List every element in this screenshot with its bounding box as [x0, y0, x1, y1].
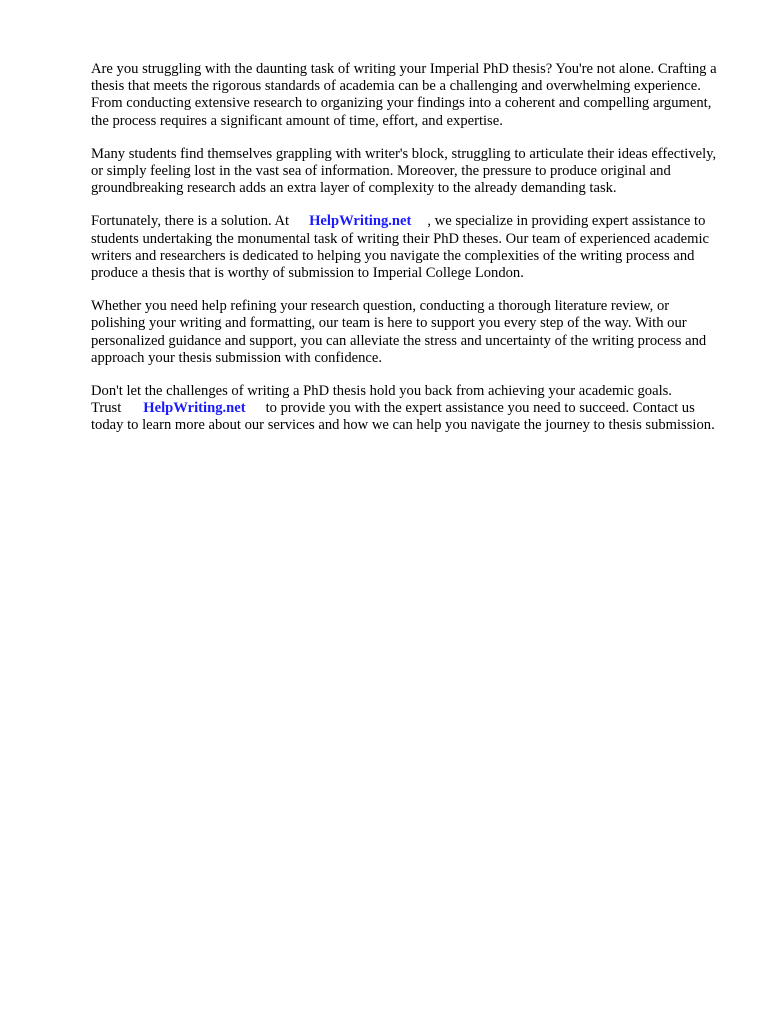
paragraph-call-to-action	[91, 383, 721, 435]
paragraph-cta-rest: to provide you with the expert assistance you need to succeed. Contact us today to learn more about our services and how we can help you navigate the journey to thesis submission.	[91, 400, 715, 434]
paragraph-cta-lead: Don't let the challenges of writing a PhD thesis hold you back from achieving your academic goals. Trust	[91, 383, 672, 417]
paragraph-support: Whether you need help refining your research question, conducting a thorough literature review, or polishing your writing and formatting, our team is here to support you every step of the way. With our personalized guidance and support, you can alleviate the stress and uncertainty of the writing process and approach your thesis submission with confidence.	[91, 298, 707, 366]
paragraph-intro: Are you struggling with the daunting task of writing your Imperial PhD thesis? You're not alone. Crafting a thesis that meets the rigorous standards of academia can be a challenging and overwhelming experience. From conducting extensive research to organizing your findings into a coherent and compelling argument, the process requires a significant amount of time, effort, and expertise.	[91, 61, 717, 129]
helpwriting-link[interactable]: HelpWriting.net	[309, 213, 412, 230]
paragraph-solution-lead: Fortunately, there is a solution. At	[91, 213, 290, 230]
helpwriting-link-cta[interactable]: HelpWriting.net	[143, 400, 246, 417]
paragraph-struggles: Many students find themselves grappling with writer's block, struggling to articulate their ideas effectively, or simply feeling lost in the vast sea of information. Moreover, the pressure to produce original and groundbreaking research adds an extra layer of complexity to the already demanding task.	[91, 145, 717, 197]
paragraph-solution	[91, 213, 721, 282]
paragraph-solution-rest: , we specialize in providing expert assistance to students undertaking the monumental task of writing their PhD theses. Our team of experienced academic writers and researchers is dedicated to helping you navigate the complexities of the writing process and produce a thesis that is worthy of submission to Imperial College London.	[91, 213, 710, 282]
document-body	[91, 61, 721, 451]
